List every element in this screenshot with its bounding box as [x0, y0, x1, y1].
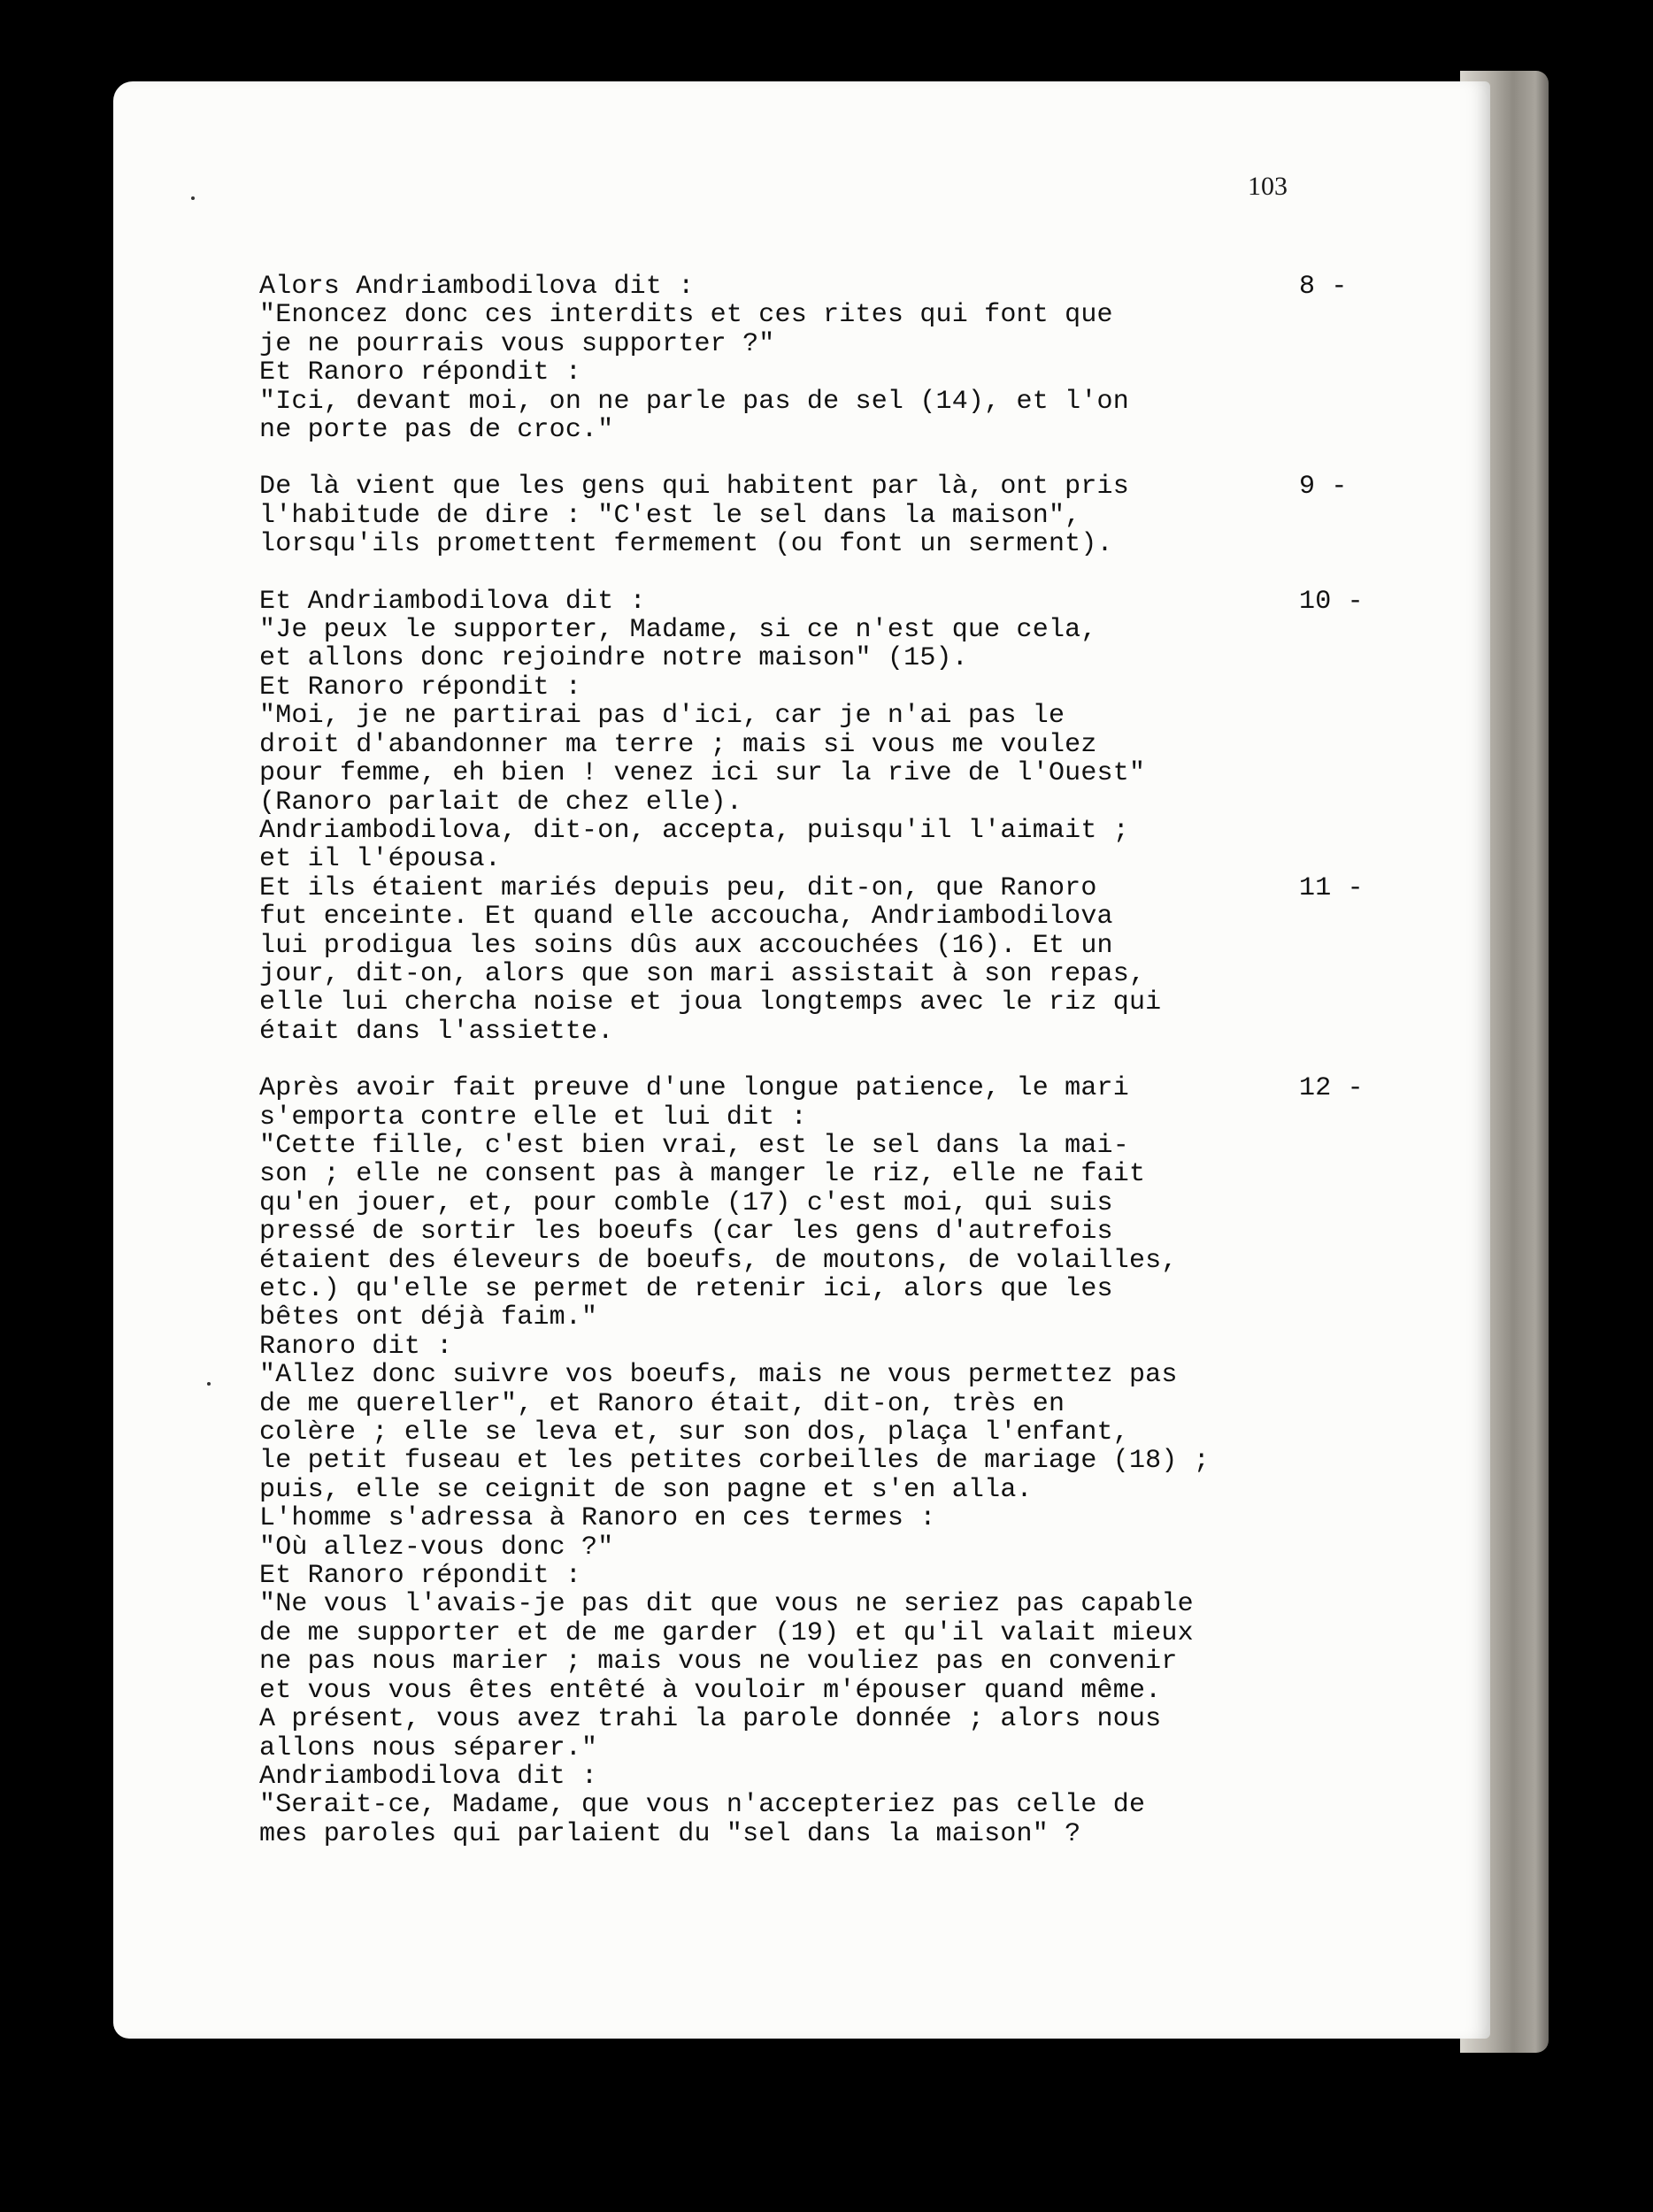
text-line: Et ils étaient mariés depuis peu, dit-on, que Ranoro	[259, 872, 1097, 903]
text-line: Ranoro dit :	[259, 1331, 453, 1362]
text-line: "Ne vous l'avais-je pas dit que vous ne seriez pas capable	[259, 1589, 1194, 1620]
text-line: et vous vous êtes entêté à vouloir m'épouser quand même.	[259, 1675, 1162, 1706]
paragraph	[259, 874, 1410, 1046]
text-line: Andriambodilova dit :	[259, 1761, 598, 1792]
paragraph-marker: 8 -	[1299, 272, 1348, 302]
text-line: étaient des éleveurs de boeufs, de moutons, de volailles,	[259, 1245, 1178, 1276]
stray-ink-dot	[191, 196, 195, 200]
body-text	[259, 273, 1410, 1848]
text-line: Et Ranoro répondit :	[259, 672, 582, 703]
paragraph-marker: 12 -	[1299, 1073, 1364, 1104]
text-line: pour femme, eh bien ! venez ici sur la rive de l'Ouest"	[259, 758, 1146, 789]
text-line: et allons donc rejoindre notre maison" (15).	[259, 643, 968, 674]
text-line: "Ici, devant moi, on ne parle pas de sel (14), et l'on	[259, 386, 1129, 417]
text-line: "Où allez-vous donc ?"	[259, 1532, 614, 1563]
text-line: puis, elle se ceignit de son pagne et s'en alla.	[259, 1474, 1033, 1505]
text-line: l'habitude de dire : "C'est le sel dans la maison",	[259, 500, 1081, 531]
page-number: 103	[1248, 172, 1288, 201]
text-line: de me quereller", et Ranoro était, dit-on, très en	[259, 1388, 1065, 1419]
text-line: "Serait-ce, Madame, que vous n'accepteriez pas celle de	[259, 1790, 1146, 1821]
text-line: qu'en jouer, et, pour comble (17) c'est moi, qui suis	[259, 1187, 1113, 1218]
text-line: "Enoncez donc ces interdits et ces rites qui font que	[259, 300, 1113, 331]
text-line: Et Andriambodilova dit :	[259, 586, 646, 617]
text-line: colère ; elle se leva et, sur son dos, plaça l'enfant,	[259, 1417, 1129, 1448]
text-line: et il l'épousa.	[259, 844, 502, 875]
text-line: ne pas nous marier ; mais vous ne vouliez pas en convenir	[259, 1647, 1178, 1678]
text-line: A présent, vous avez trahi la parole donnée ; alors nous	[259, 1704, 1162, 1735]
text-line: mes paroles qui parlaient du "sel dans la maison" ?	[259, 1818, 1081, 1849]
book-page	[113, 81, 1490, 2039]
text-line: lui prodigua les soins dûs aux accouchées (16). Et un	[259, 930, 1113, 961]
text-line: "Je peux le supporter, Madame, si ce n'est que cela,	[259, 615, 1097, 646]
paragraph	[259, 1074, 1410, 1848]
text-line: "Moi, je ne partirai pas d'ici, car je n'ai pas le	[259, 701, 1065, 732]
text-line: de me supporter et de me garder (19) et qu'il valait mieux	[259, 1617, 1194, 1648]
paragraph-marker: 10 -	[1299, 586, 1364, 617]
text-line: Et Ranoro répondit :	[259, 357, 582, 388]
text-line: "Allez donc suivre vos boeufs, mais ne vous permettez pas	[259, 1360, 1178, 1391]
text-line: son ; elle ne consent pas à manger le riz, elle ne fait	[259, 1159, 1146, 1190]
paragraph-marker: 11 -	[1299, 872, 1364, 903]
text-line: elle lui chercha noise et joua longtemps avec le riz qui	[259, 987, 1162, 1018]
paragraph	[259, 273, 1410, 444]
paragraph	[259, 472, 1410, 558]
text-line: Après avoir fait preuve d'une longue patience, le mari	[259, 1073, 1129, 1104]
text-line: etc.) qu'elle se permet de retenir ici, alors que les	[259, 1274, 1113, 1304]
text-line: (Ranoro parlait de chez elle).	[259, 787, 743, 818]
paragraph-marker: 9 -	[1299, 472, 1348, 503]
text-line: fut enceinte. Et quand elle accoucha, Andriambodilova	[259, 902, 1113, 933]
text-line: pressé de sortir les boeufs (car les gens d'autrefois	[259, 1217, 1113, 1248]
text-line: ne porte pas de croc."	[259, 415, 614, 446]
text-line: s'emporta contre elle et lui dit :	[259, 1102, 807, 1133]
stray-ink-dot	[207, 1382, 211, 1386]
text-line: je ne pourrais vous supporter ?"	[259, 328, 775, 359]
text-line: lorsqu'ils promettent fermement (ou font un serment).	[259, 529, 1113, 560]
text-line: jour, dit-on, alors que son mari assistait à son repas,	[259, 958, 1146, 989]
text-line: Alors Andriambodilova dit :	[259, 272, 695, 302]
text-line: Et Ranoro répondit :	[259, 1561, 582, 1592]
text-line: était dans l'assiette.	[259, 1016, 614, 1047]
text-line: De là vient que les gens qui habitent par là, ont pris	[259, 472, 1129, 503]
text-line: allons nous séparer."	[259, 1732, 598, 1763]
text-line: Andriambodilova, dit-on, accepta, puisqu'il l'aimait ;	[259, 815, 1129, 846]
text-line: droit d'abandonner ma terre ; mais si vous me voulez	[259, 729, 1097, 760]
text-line: bêtes ont déjà faim."	[259, 1302, 598, 1333]
text-line: "Cette fille, c'est bien vrai, est le sel dans la mai-	[259, 1130, 1129, 1161]
text-line: le petit fuseau et les petites corbeilles de mariage (18) ;	[259, 1446, 1210, 1477]
paragraph	[259, 588, 1410, 874]
text-line: L'homme s'adressa à Ranoro en ces termes :	[259, 1503, 936, 1534]
